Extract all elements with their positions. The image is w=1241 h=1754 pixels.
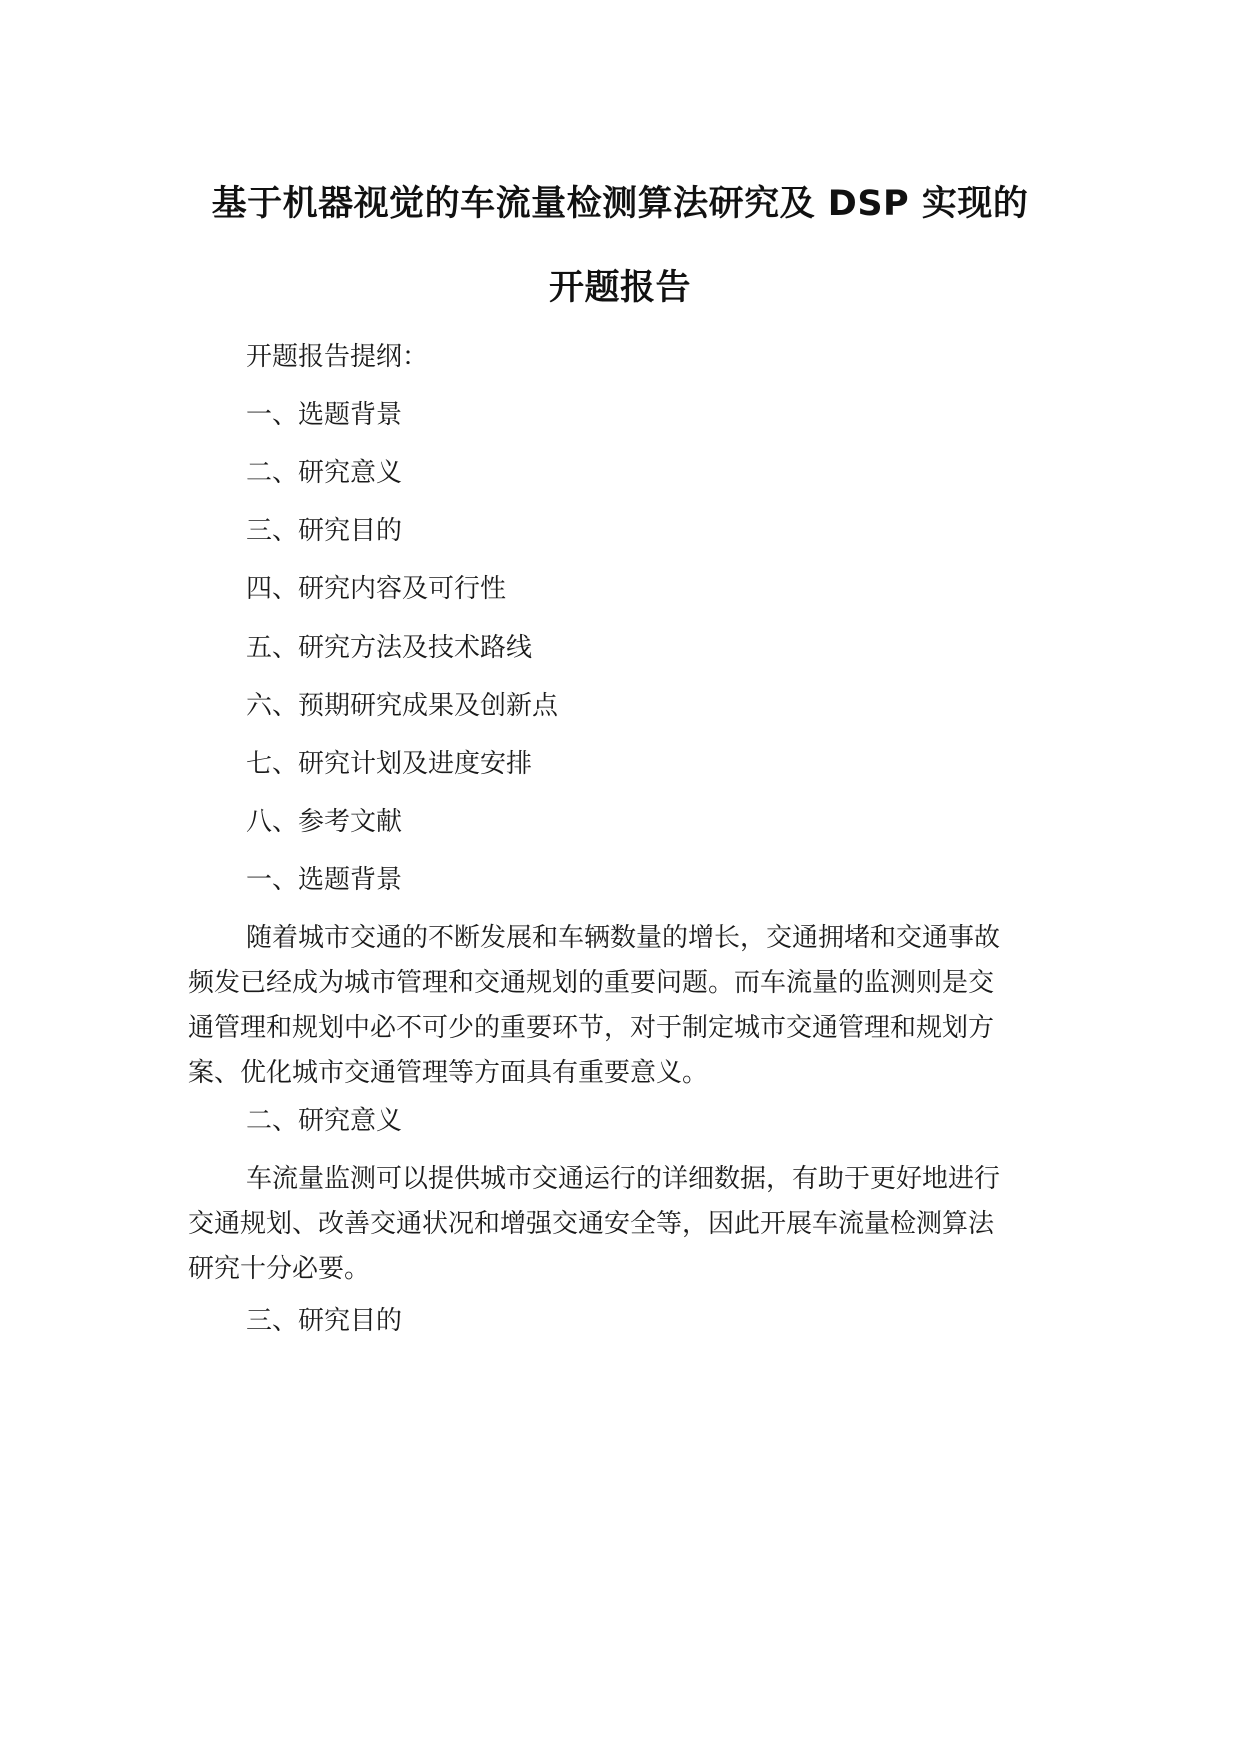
section-paragraph (188, 916, 1048, 1096)
paragraph-line: 频发已经成为城市管理和交通规划的重要问题。而车流量的监测则是交 (188, 968, 995, 998)
section-heading: 三、研究目的 (246, 1306, 403, 1336)
paragraph-line: 车流量监测可以提供城市交通运行的详细数据，有助于更好地进行 (246, 1164, 1001, 1194)
paragraph-line: 通管理和规划中必不可少的重要环节，对于制定城市交通管理和规划方 (188, 1013, 995, 1043)
section-heading: 二、研究意义 (246, 1106, 403, 1136)
document-title-line-2: 开题报告 (548, 268, 691, 308)
outline-heading: 开题报告提纲： (246, 342, 429, 372)
outline-item: 三、研究目的 (246, 516, 403, 546)
section-heading: 一、选题背景 (246, 865, 403, 895)
outline-item: 八、参考文献 (246, 807, 403, 837)
paragraph-line: 研究十分必要。 (188, 1254, 371, 1284)
section-paragraph (188, 1157, 1048, 1292)
paragraph-line: 随着城市交通的不断发展和车辆数量的增长，交通拥堵和交通事故 (246, 923, 1001, 953)
outline-item: 五、研究方法及技术路线 (246, 633, 533, 663)
outline-item: 一、选题背景 (246, 400, 403, 430)
outline-item: 七、研究计划及进度安排 (246, 749, 533, 779)
outline-item: 四、研究内容及可行性 (246, 574, 507, 604)
paragraph-line: 交通规划、改善交通状况和增强交通安全等，因此开展车流量检测算法 (188, 1209, 995, 1239)
paragraph-line: 案、优化城市交通管理等方面具有重要意义。 (188, 1058, 709, 1088)
outline-item: 六、预期研究成果及创新点 (246, 691, 559, 721)
outline-item: 二、研究意义 (246, 458, 403, 488)
document-title-line-1: 基于机器视觉的车流量检测算法研究及 DSP 实现的 (211, 184, 1029, 224)
